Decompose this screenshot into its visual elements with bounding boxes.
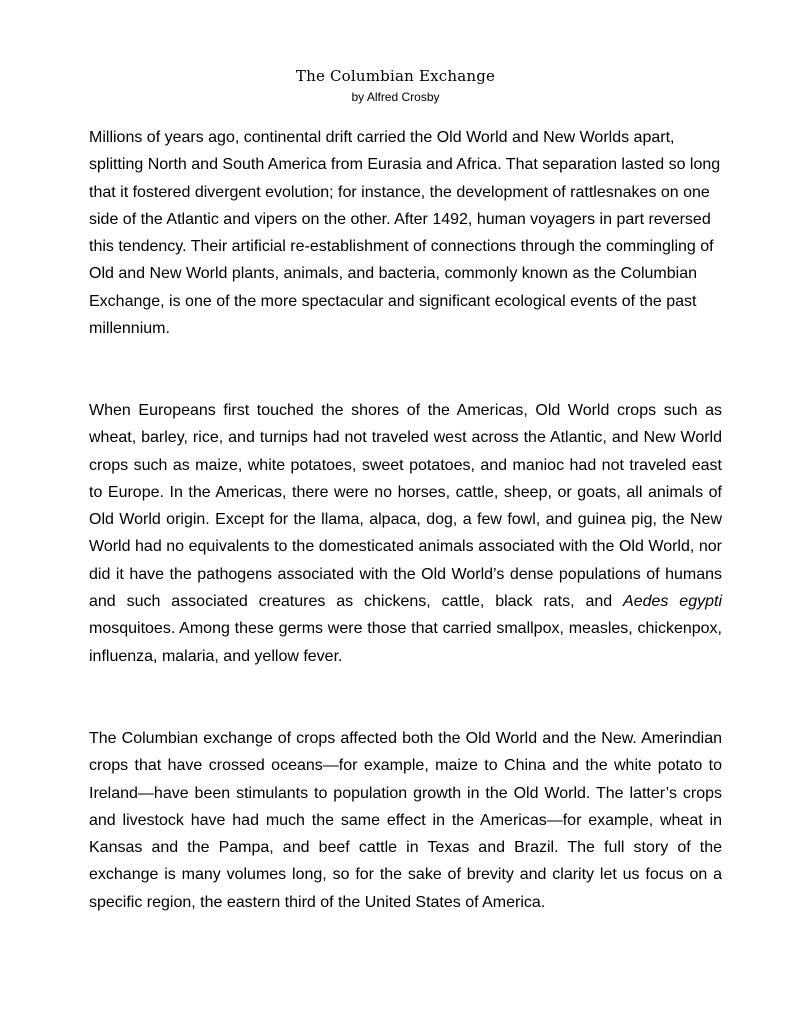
paragraph-2-text-after: mosquitoes. Among these germs were those that carried smallpox, measles, chickenpox, influenza, malaria, and yellow fever. (89, 620, 722, 665)
paragraph-2 (89, 397, 722, 670)
paragraph-3 (89, 725, 722, 916)
paragraph-2-text-before: When Europeans first touched the shores of the Americas, Old World crops such as wheat, barley, rice, and turnips had not traveled west across the Atlantic, and New World crops such as maize, white potatoes, sweet potatoes, and manioc had not traveled east to Europe. In the Americas, there were no horses, cattle, sheep, or goats, all animals of Old World origin. Except for the llama, alpaca, dog, a few fowl, and guinea pig, the New World had no equivalents to the domesticated animals associated with the Old World, nor did it have the pathogens associated with the Old World’s dense populations of humans and such associated creatures as chickens, cattle, black rats, and (89, 402, 722, 611)
document-byline: by Alfred Crosby (351, 90, 440, 104)
paragraph-1 (89, 124, 722, 342)
paragraph-3-text: The Columbian exchange of crops affected both the Old World and the New. Amerindian crops that have crossed oceans—for example, maize to China and the white potato to Ireland—have been stimulants to population growth in the Old World. The latter’s crops and livestock have had much the same effect in the Americas—for example, wheat in Kansas and the Pampa, and beef cattle in Texas and Brazil. The full story of the exchange is many volumes long, so for the sake of brevity and clarity let us focus on a specific region, the eastern third of the United States of America. (89, 730, 722, 911)
paragraph-2-italic-species: Aedes egypti (623, 593, 723, 611)
paragraph-1-text: Millions of years ago, continental drift carried the Old World and New Worlds apart, splitting North and South America from Eurasia and Africa. That separation lasted so long that it fostered divergent evolution; for instance, the development of rattlesnakes on one side of the Atlantic and vipers on the other. After 1492, human voyagers in part reversed this tendency. Their artificial re-establishment of connections through the commingling of Old and New World plants, animals, and bacteria, commonly known as the Columbian Exchange, is one of the more spectacular and significant ecological events of the past millennium. (89, 129, 721, 338)
paragraph-2-text (89, 397, 722, 670)
document-title: The Columbian Exchange (295, 67, 496, 85)
